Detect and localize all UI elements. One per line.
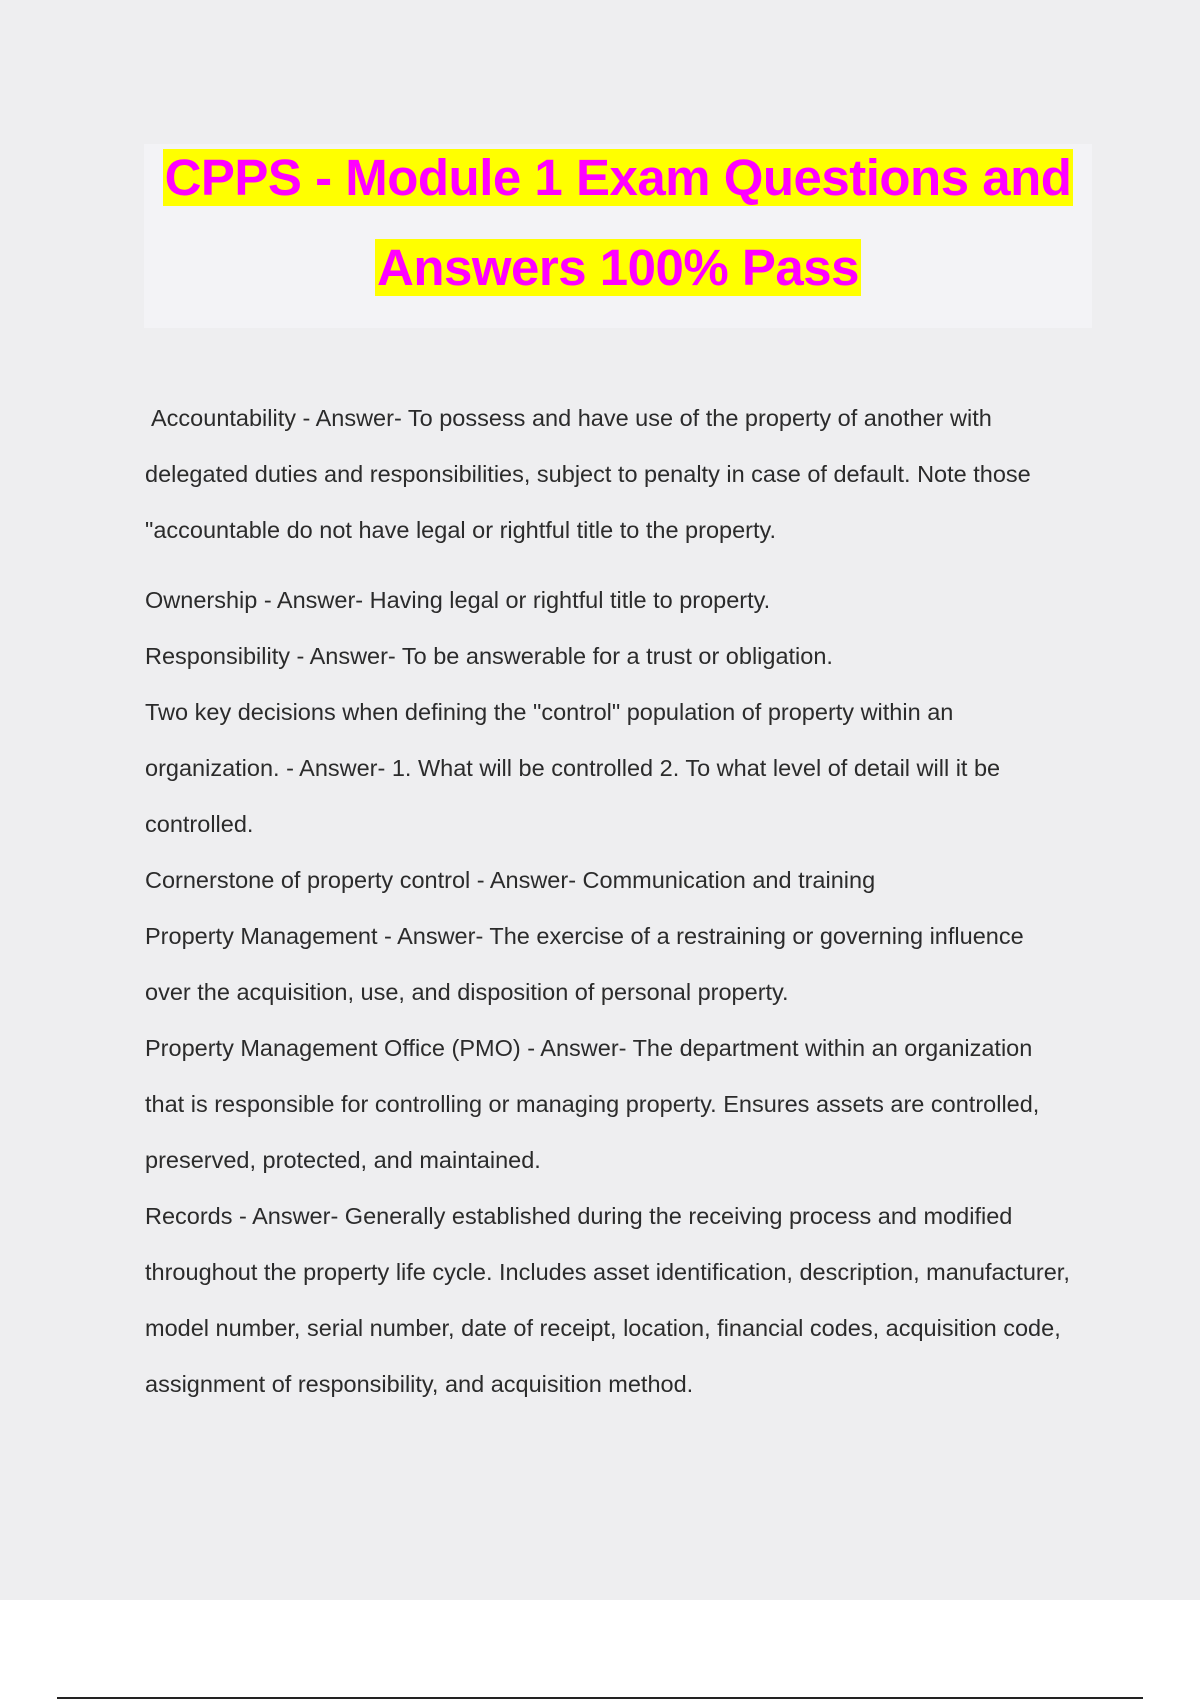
qa-entry-pmo: Property Management Office (PMO) - Answer- The department within an organization that is responsible for controlling or managing property. Ensures assets are controlled, preserved, protected, and maintained. [145, 1035, 1040, 1173]
qa-entry-control-decisions: Two key decisions when defining the "control" population of property within an organization. - Answer- 1. What will be controlled 2. To what level of detail will it be controlled. [145, 699, 1001, 837]
qa-entry-cornerstone: Cornerstone of property control - Answer- Communication and training [145, 867, 876, 893]
qa-entry-accountability: Accountability - Answer- To possess and have use of the property of another with delegated duties and responsibilities, subject to penalty in case of default. Note those "accountable do not have legal or rightful title to the property. [145, 405, 1031, 543]
title-line-2 [144, 238, 1092, 298]
qa-entry-property-management: Property Management - Answer- The exercise of a restraining or governing influence over the acquisition, use, and disposition of personal property. [145, 923, 1024, 1005]
title-text-1: CPPS - Module 1 Exam Questions and [164, 149, 1072, 206]
title-line-1 [144, 148, 1092, 208]
qa-entry-ownership: Ownership - Answer- Having legal or rightful title to property. [145, 587, 771, 613]
qa-content [145, 390, 1075, 1412]
title-block [144, 144, 1092, 328]
footer-divider [57, 1697, 1143, 1699]
qa-entry-records: Records - Answer- Generally established during the receiving process and modified throughout the property life cycle. Includes asset identification, description, manufacturer, model number, serial number, date of receipt, location, financial codes, acquisition code, assignment of responsibility, and acquisition method. [145, 1203, 1070, 1397]
qa-entry-responsibility: Responsibility - Answer- To be answerable for a trust or obligation. [145, 643, 833, 669]
title-text-2: Answers 100% Pass [377, 239, 859, 296]
